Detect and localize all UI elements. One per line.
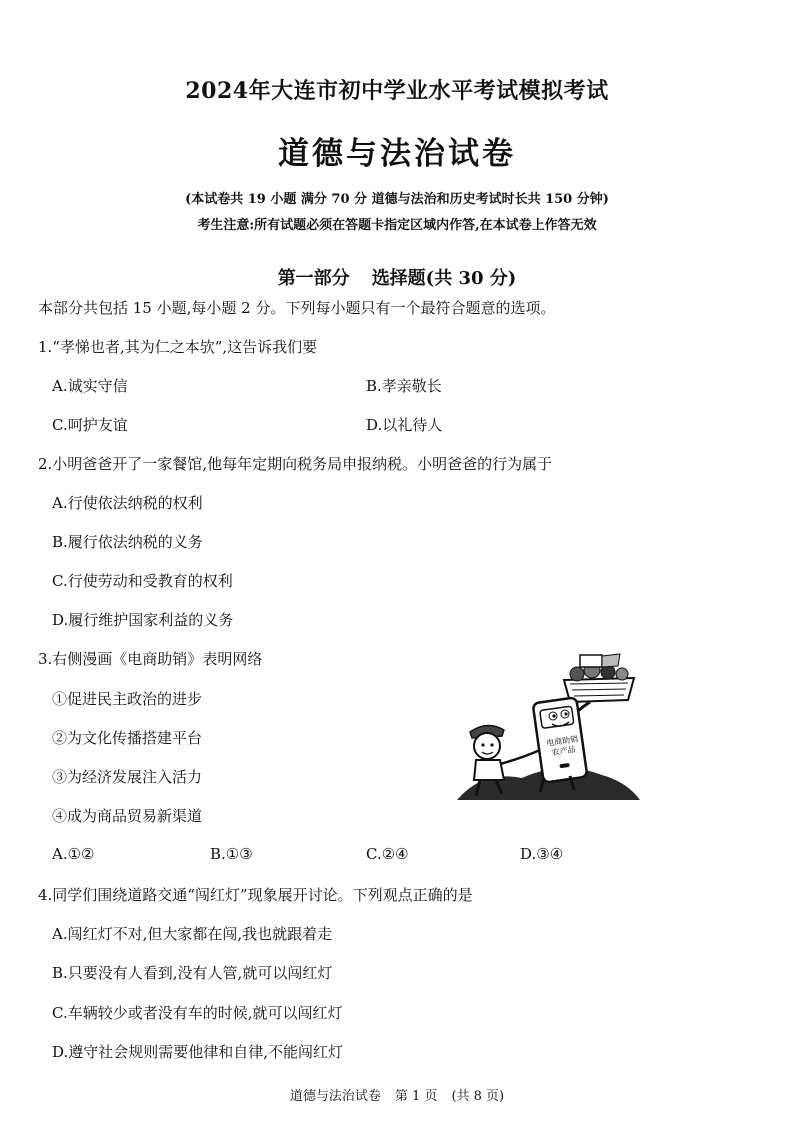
question-2-stem: 2.小明爸爸开了一家餐馆,他每年定期向税务局申报纳税。小明爸爸的行为属于 [38,455,553,473]
question-1-stem: 1.“孝悌也者,其为仁之本欤”,这告诉我们要 [38,338,318,356]
phone-text-line2: 农产品 [551,744,577,758]
exam-title: 2024年大连市初中学业水平考试模拟考试 [185,78,609,104]
question-3-statement-1: ①促进民主政治的进步 [52,690,203,708]
question-4-option-b: B.只要没有人看到,没有人管,就可以闯红灯 [52,964,333,982]
section-part: 第一部分 [277,268,350,289]
question-4-stem: 4.同学们围绕道路交通“闯红灯”现象展开讨论。下列观点正确的是 [38,886,473,904]
question-3-stem: 3.右侧漫画《电商助销》表明网络 [38,650,263,668]
footer-subject: 道德与法治试卷 [289,1089,381,1104]
question-3-option-a: A.①② [52,845,95,863]
page-footer [0,1085,794,1104]
question-3-option-c: C.②④ [366,845,409,863]
ecommerce-cartoon-illustration [452,650,642,805]
subject-title: 道德与法治试卷 [278,136,516,172]
question-3-statement-2: ②为文化传播搭建平台 [52,729,203,747]
exam-info-line: (本试卷共 19 小题 满分 70 分 道德与法治和历史考试时长共 150 分钟) [185,192,609,207]
section-name: 选择题(共 30 分) [371,268,517,289]
question-1-option-c: C.呵护友谊 [52,416,128,434]
question-4-option-d: D.遵守社会规则需要他律和自律,不能闯红灯 [52,1043,344,1061]
question-3-statement-3: ③为经济发展注入活力 [52,768,203,786]
footer-page-number: 第 1 页 [394,1089,438,1104]
question-1-option-a: A.诚实守信 [52,377,128,395]
question-3-option-d: D.③④ [520,845,564,863]
question-4-option-c: C.车辆较少或者没有车的时候,就可以闯红灯 [52,1004,343,1022]
produce-basket-icon [564,654,634,702]
question-1-option-d: D.以礼待人 [366,416,443,434]
question-1-option-b: B.孝亲敬长 [366,377,442,395]
section-instruction: 本部分共包括 15 小题,每小题 2 分。下列每小题只有一个最符合题意的选项。 [38,299,556,317]
footer-total-pages: (共 8 页) [451,1089,505,1104]
question-4-option-a: A.闯红灯不对,但大家都在闯,我也就跟着走 [52,925,333,943]
question-2-option-d: D.履行维护国家利益的义务 [52,611,234,629]
section-title [0,264,794,290]
question-2-option-b: B.履行依法纳税的义务 [52,533,203,551]
question-2-option-c: C.行使劳动和受教育的权利 [52,572,233,590]
question-3-option-b: B.①③ [210,845,253,863]
question-2-option-a: A.行使依法纳税的权利 [52,494,203,512]
question-3-statement-4: ④成为商品贸易新渠道 [52,807,203,825]
exam-notice-line: 考生注意:所有试题必须在答题卡指定区域内作答,在本试卷上作答无效 [197,218,597,233]
phone-text-line1: 电商助销 [545,734,579,748]
